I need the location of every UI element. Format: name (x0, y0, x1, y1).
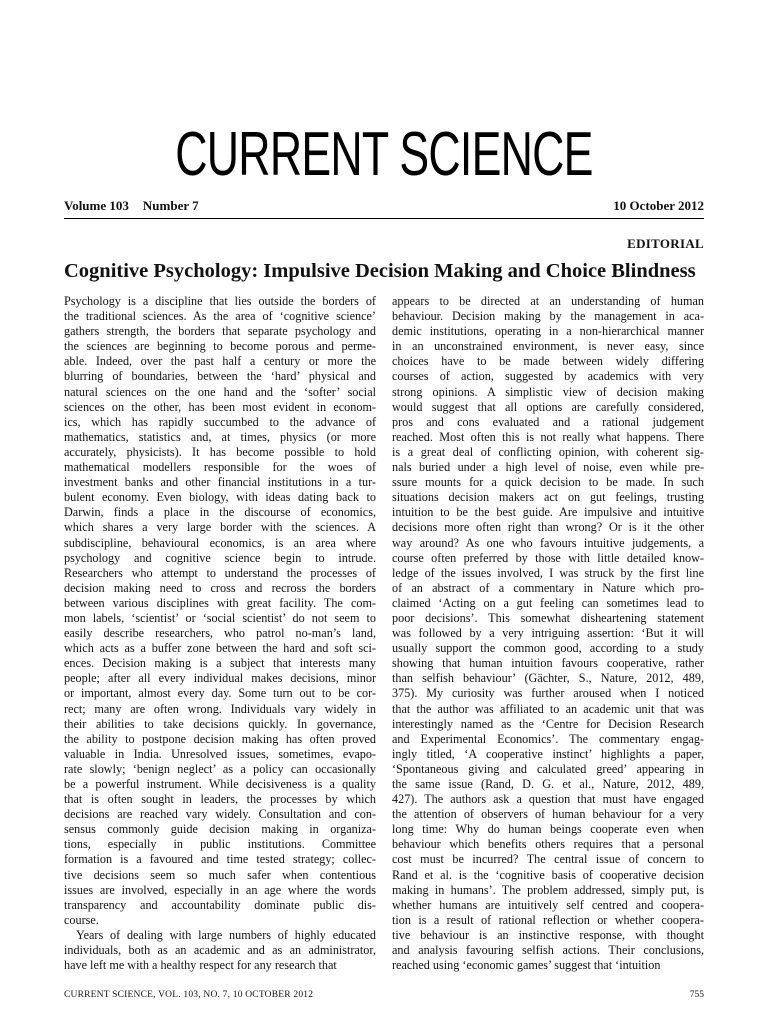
text-line: gathers strength, the borders that separate psychology and (64, 324, 376, 339)
footer-journal-citation: CURRENT SCIENCE, VOL. 103, NO. 7, 10 OCTOBER 2012 (64, 990, 314, 1000)
text-line: usually support the common good, according to a study (392, 641, 704, 656)
text-line: rate slowly; ‘benign neglect’ as a policy can occasionally (64, 761, 376, 776)
text-line: natural sciences on the one hand and the ‘softer’ social (64, 384, 376, 399)
volume-label: Volume 103 (64, 198, 129, 213)
text-line: ingly titled, ‘A cooperative instinct’ highlights a paper, (392, 746, 704, 761)
text-line: Darwin, finds a place in the discourse of economics, (64, 505, 376, 520)
text-line: sensus commonly guide decision making in organiza- (64, 822, 376, 837)
text-line: rect; many are often wrong. Individuals vary widely in (64, 701, 376, 716)
text-line: people; after all every individual makes decisions, minor (64, 671, 376, 686)
text-line: the ability to postpone decision making has often proved (64, 731, 376, 746)
text-line: course. (64, 912, 99, 927)
text-line: which acts as a buffer zone between the hard and soft sci- (64, 641, 376, 656)
volume-number (64, 198, 199, 214)
journal-masthead: CURRENT SCIENCE (175, 120, 593, 189)
text-line: claimed ‘Acting on a gut feeling can sometimes lead to (392, 595, 704, 610)
text-line: psychology and cognitive science begin to intrude. (64, 550, 376, 565)
text-line: mathematical modellers responsible for the woes of (64, 460, 376, 475)
text-line: decision making need to cross and recross the borders (64, 580, 376, 595)
text-line: easily describe researchers, who patrol no-man’s land, (64, 626, 376, 641)
text-line: is a great deal of conflicting opinion, with coherent sig- (392, 444, 704, 459)
text-line: interestingly named as the ‘Centre for Decision Research (392, 716, 704, 731)
text-line: choices have to be made between widely differing (392, 354, 704, 369)
text-line: Years of dealing with large numbers of highly educated (76, 927, 376, 942)
text-line: courses of action, suggested by academics with very (392, 369, 704, 384)
text-line: situations decision makers act on gut feelings, trusting (392, 490, 704, 505)
text-line: tion is a result of rational reflection or whether coopera- (392, 912, 704, 927)
text-line: ledge of the issues involved, I was struck by the first line (392, 565, 704, 580)
issue-line (64, 198, 704, 214)
text-line: individuals, both as an academic and as an administrator, (64, 943, 376, 958)
text-line: issues are involved, especially in an age where the words (64, 882, 376, 897)
text-line: than selfish behaviour’ (Gächter, S., Nature, 2012, 489, (392, 671, 704, 686)
text-line: blurring of boundaries, between the ‘hard’ physical and (64, 369, 376, 384)
text-line: would suggest that all options are carefully considered, (392, 399, 704, 414)
text-line: was followed by a very intriguing assertion: ‘But it will (392, 626, 704, 641)
header-rule (64, 218, 704, 219)
text-line: Researchers who attempt to understand the processes of (64, 565, 376, 580)
text-line: the sciences are beginning to become porous and perme- (64, 339, 376, 354)
text-line: long time: Why do human beings cooperate even when (392, 822, 704, 837)
text-line: Rand et al. is the ‘cognitive basis of cooperative decision (392, 867, 704, 882)
text-line: Psychology is a discipline that lies outside the borders of (64, 294, 376, 308)
text-line: and analysis favouring selfish actions. Their conclusions, (392, 943, 704, 958)
text-line: 427). The authors ask a question that must have engaged (392, 792, 704, 807)
text-line: valuable in India. Unresolved issues, sometimes, evapo- (64, 746, 376, 761)
text-line: tive decisions seem so much safer when contentious (64, 867, 376, 882)
text-line: tions, especially in public institutions. Committee (64, 837, 376, 852)
text-line: reached. Most often this is not really what happens. There (392, 429, 704, 444)
text-line: able. Indeed, over the past half a century or more the (64, 354, 376, 369)
text-line: whether humans are intuitively self centred and coopera- (392, 897, 704, 912)
text-line: appears to be directed at an understanding of human (392, 294, 704, 308)
left-text-column (64, 294, 376, 973)
text-line: reached using ‘economic games’ suggest that ‘intuition (392, 958, 661, 973)
right-text-column (392, 294, 704, 973)
text-line: strong opinions. A simplistic view of decision making (392, 384, 704, 399)
text-line: behaviour. Decision making by the management in aca- (392, 309, 704, 324)
text-line: 375). My curiosity was further aroused when I noticed (392, 686, 704, 701)
text-line: the attention of observers of human behaviour for a very (392, 807, 704, 822)
text-line: ‘Spontaneous giving and calculated greed’ appearing in (392, 761, 704, 776)
text-line: that the author was affiliated to an academic unit that was (392, 701, 704, 716)
text-line: showing that human intuition favours cooperative, rather (392, 656, 704, 671)
text-line: subdiscipline, behavioural economics, is an area where (64, 535, 376, 550)
number-label: Number 7 (142, 198, 199, 213)
text-line: ics, which has rapidly succumbed to the advance of (64, 414, 376, 429)
text-line: their abilities to take decisions quickly. In governance, (64, 716, 376, 731)
text-line: the same issue (Rand, D. G. et al., Nature, 2012, 489, (392, 777, 704, 791)
text-line: making in humans’. The problem addressed, simply put, is (392, 882, 704, 897)
text-line: intuition to be the best guide. Are impulsive and intuitive (392, 505, 704, 520)
text-line: have left me with a healthy respect for any research that (64, 958, 337, 973)
text-line: transparency and accountability dominate public dis- (64, 897, 376, 912)
text-line: behaviour which benefits others requires that a personal (392, 837, 704, 852)
text-line: demic institutions, operating in a non-hierarchical manner (392, 324, 704, 339)
text-line: way around? As one who favours intuitive judgements, a (392, 535, 704, 550)
text-line: decisions more often right than wrong? Or is it the other (392, 520, 704, 535)
text-line: decisions are reached vary widely. Consultation and con- (64, 807, 376, 822)
text-line: be a powerful instrument. While decisiveness is a quality (64, 777, 376, 791)
text-line: cost must be incurred? The central issue of concern to (392, 852, 704, 867)
text-line: nals buried under a high level of noise, even while pre- (392, 460, 704, 475)
text-line: and Experimental Economics’. The commentary engag- (392, 731, 704, 746)
text-line: ences. Decision making is a subject that interests many (64, 656, 376, 671)
text-line: mon labels, ‘scientist’ or ‘social scientist’ do not seem to (64, 610, 376, 625)
text-line: between various disciplines with great facility. The com- (64, 595, 376, 610)
text-line: that is often sought in leaders, the processes by which (64, 792, 376, 807)
text-line: bulent economy. Even biology, with ideas dating back to (64, 490, 376, 505)
text-line: mathematics, statistics and, at times, physics (or more (64, 429, 376, 444)
text-line: in an unconstrained environment, is never easy, since (392, 339, 704, 354)
page-footer (64, 989, 704, 1001)
text-line: accurately, physicists). It has become possible to hold (64, 444, 376, 459)
section-label: EDITORIAL (627, 236, 704, 251)
text-line: course often preferred by those with little detailed know- (392, 550, 704, 565)
text-line: pros and cons evaluated and a rational judgement (392, 414, 704, 429)
text-line: or important, almost every day. Some turn out to be cor- (64, 686, 376, 701)
issue-date: 10 October 2012 (613, 198, 704, 213)
text-line: formation is a favoured and time tested strategy; collec- (64, 852, 376, 867)
text-line: of an abstract of a commentary in Nature which pro- (392, 580, 704, 595)
article-title: Cognitive Psychology: Impulsive Decision Making and Choice Blindness (64, 260, 696, 282)
text-line: investment banks and other financial institutions in a tur- (64, 475, 376, 490)
text-line: sciences on the other, has been most evident in econom- (64, 399, 376, 414)
text-line: the traditional sciences. As the area of ‘cognitive science’ (64, 309, 376, 324)
text-line: which shares a very large border with the sciences. A (64, 520, 376, 535)
text-line: tive behaviour is an instinctive response, with thought (392, 927, 704, 942)
page-number: 755 (689, 990, 704, 1000)
text-line: poor decisions’. This somewhat disheartening statement (392, 610, 704, 625)
text-line: ssure mounts for a quick decision to be made. In such (392, 475, 704, 490)
